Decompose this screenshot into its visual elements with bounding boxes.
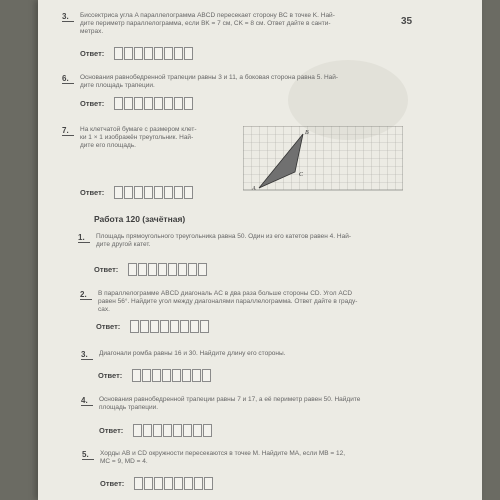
task-line: сах. xyxy=(98,306,110,313)
answer-cell[interactable] xyxy=(193,424,202,437)
answer-cells[interactable] xyxy=(132,369,212,382)
answer-cell[interactable] xyxy=(150,320,159,333)
answer-cell[interactable] xyxy=(138,263,147,276)
answer-cell[interactable] xyxy=(154,97,163,110)
answer-cell[interactable] xyxy=(174,47,183,60)
page-number: 35 xyxy=(401,16,413,27)
answer-row xyxy=(100,476,214,490)
answer-cell[interactable] xyxy=(174,477,183,490)
answer-cell[interactable] xyxy=(154,477,163,490)
answer-cell[interactable] xyxy=(124,186,133,199)
answer-label: Ответ: xyxy=(80,187,105,197)
answer-cell[interactable] xyxy=(164,186,173,199)
answer-cell[interactable] xyxy=(183,424,192,437)
task-number: 4. xyxy=(81,396,93,406)
task-number: 6. xyxy=(62,74,74,84)
task-line: дите другой катет. xyxy=(96,241,151,248)
answer-cells[interactable] xyxy=(130,320,210,333)
answer-cell[interactable] xyxy=(174,97,183,110)
answer-cell[interactable] xyxy=(134,186,143,199)
answer-cell[interactable] xyxy=(140,320,149,333)
answer-cell[interactable] xyxy=(164,477,173,490)
answer-cell[interactable] xyxy=(203,424,212,437)
answer-cell[interactable] xyxy=(184,477,193,490)
task-text xyxy=(96,233,351,249)
task-line: На клетчатой бумаге с размером клет- xyxy=(80,126,197,133)
task-number: 7. xyxy=(62,126,74,136)
task-line: Диагонали ромба равны 16 и 30. Найдите длину его стороны. xyxy=(99,350,286,357)
answer-cell[interactable] xyxy=(154,47,163,60)
answer-cell[interactable] xyxy=(144,97,153,110)
task-number: 3. xyxy=(81,350,93,360)
task-line: дите периметр параллелограмма, если BK = 7 см, CK = 8 см. Ответ дайте в санти- xyxy=(80,20,331,27)
answer-cells[interactable] xyxy=(133,424,213,437)
answer-cells[interactable] xyxy=(114,186,194,199)
task-line: площадь трапеции. xyxy=(99,404,159,411)
answer-cell[interactable] xyxy=(114,97,123,110)
answer-cell[interactable] xyxy=(153,424,162,437)
task-text xyxy=(100,450,345,466)
workbook-page xyxy=(38,0,482,500)
answer-cell[interactable] xyxy=(184,97,193,110)
answer-cell[interactable] xyxy=(180,320,189,333)
answer-cell[interactable] xyxy=(114,47,123,60)
task-line: равен 56°. Найдите угол между диагоналями параллелограмма. Ответ дайте в граду- xyxy=(98,298,358,305)
task-line: Хорды AB и CD окружности пересекаются в точке M. Найдите MA, если MB = 12, xyxy=(100,450,346,457)
answer-cell[interactable] xyxy=(133,424,142,437)
task-line: MC = 9, MD = 4. xyxy=(100,458,148,465)
answer-cell[interactable] xyxy=(134,97,143,110)
task-text xyxy=(98,290,357,314)
answer-cells[interactable] xyxy=(114,97,194,110)
task-line: метрах. xyxy=(80,28,104,35)
answer-label: Ответ: xyxy=(94,264,119,274)
answer-cell[interactable] xyxy=(128,263,137,276)
answer-cell[interactable] xyxy=(184,186,193,199)
task-number: 1. xyxy=(78,233,90,243)
answer-cell[interactable] xyxy=(144,186,153,199)
answer-cell[interactable] xyxy=(143,424,152,437)
task-line: В параллелограмме ABCD диагональ AC в два раза больше стороны CD. Угол ACD xyxy=(98,290,353,297)
section-title: Работа 120 (зачётная) xyxy=(94,214,186,224)
task-line: Основания равнобедренной трапеции равны 3 и 11, а боковая сторона равна 5. Най- xyxy=(80,74,339,81)
answer-cell[interactable] xyxy=(148,263,157,276)
answer-label: Ответ: xyxy=(99,425,124,435)
task-text xyxy=(99,350,286,358)
answer-cell[interactable] xyxy=(182,369,191,382)
answer-cell[interactable] xyxy=(124,97,133,110)
task-line: ки 1 × 1 изображён треугольник. Най- xyxy=(80,134,194,141)
answer-label: Ответ: xyxy=(98,370,123,380)
task-line: Основания равнобедренной трапеции равны 7 и 17, а её периметр равен 50. Найдите xyxy=(99,396,361,403)
answer-row xyxy=(80,46,194,60)
answer-cell[interactable] xyxy=(190,320,199,333)
task-number: 2. xyxy=(80,290,92,300)
vertex-label-c: C xyxy=(299,172,304,178)
task-line: Площадь прямоугольного треугольника равна 50. Один из его катетов равен 4. Най- xyxy=(96,233,352,240)
answer-label: Ответ: xyxy=(80,98,105,108)
vertex-label-b: B xyxy=(305,130,309,136)
answer-row xyxy=(96,319,210,333)
task-text xyxy=(99,396,360,412)
answer-cell[interactable] xyxy=(184,47,193,60)
answer-cell[interactable] xyxy=(174,186,183,199)
answer-cell[interactable] xyxy=(134,47,143,60)
answer-cell[interactable] xyxy=(178,263,187,276)
answer-cell[interactable] xyxy=(194,477,203,490)
task-text xyxy=(80,12,335,36)
answer-cell[interactable] xyxy=(154,186,163,199)
answer-label: Ответ: xyxy=(96,321,121,331)
answer-row xyxy=(80,185,194,199)
answer-cell[interactable] xyxy=(202,369,211,382)
task-text xyxy=(80,74,338,90)
answer-cell[interactable] xyxy=(160,320,169,333)
answer-cell[interactable] xyxy=(124,47,133,60)
answer-cell[interactable] xyxy=(142,369,151,382)
answer-row xyxy=(94,262,208,276)
answer-cell[interactable] xyxy=(192,369,201,382)
answer-cell[interactable] xyxy=(163,424,172,437)
answer-label: Ответ: xyxy=(100,478,125,488)
task-text xyxy=(80,126,197,150)
answer-cell[interactable] xyxy=(204,477,213,490)
answer-cell[interactable] xyxy=(132,369,141,382)
answer-cell[interactable] xyxy=(134,477,143,490)
answer-cells[interactable] xyxy=(128,263,208,276)
answer-cell[interactable] xyxy=(158,263,167,276)
answer-cells[interactable] xyxy=(114,47,194,60)
answer-cell[interactable] xyxy=(164,47,173,60)
task-line: Биссектриса угла A параллелограмма ABCD пересекает сторону BC в точке K. Най- xyxy=(80,12,335,19)
task-line: дите его площадь. xyxy=(80,142,136,149)
vertex-label-a: A xyxy=(252,186,256,192)
answer-cell[interactable] xyxy=(173,424,182,437)
answer-cell[interactable] xyxy=(198,263,207,276)
triangle-figure xyxy=(243,126,403,197)
answer-cell[interactable] xyxy=(162,369,171,382)
task-line: дите площадь трапеции. xyxy=(80,82,155,89)
answer-cell[interactable] xyxy=(168,263,177,276)
answer-row xyxy=(99,423,213,437)
answer-row xyxy=(80,96,194,110)
answer-cell[interactable] xyxy=(170,320,179,333)
answer-cell[interactable] xyxy=(164,97,173,110)
answer-label: Ответ: xyxy=(80,48,105,58)
answer-row xyxy=(98,368,212,382)
answer-cell[interactable] xyxy=(172,369,181,382)
answer-cell[interactable] xyxy=(144,477,153,490)
task-number: 3. xyxy=(62,12,74,22)
answer-cell[interactable] xyxy=(114,186,123,199)
answer-cell[interactable] xyxy=(130,320,139,333)
answer-cell[interactable] xyxy=(188,263,197,276)
answer-cells[interactable] xyxy=(134,477,214,490)
answer-cell[interactable] xyxy=(200,320,209,333)
answer-cell[interactable] xyxy=(144,47,153,60)
answer-cell[interactable] xyxy=(152,369,161,382)
task-number: 5. xyxy=(82,450,94,460)
